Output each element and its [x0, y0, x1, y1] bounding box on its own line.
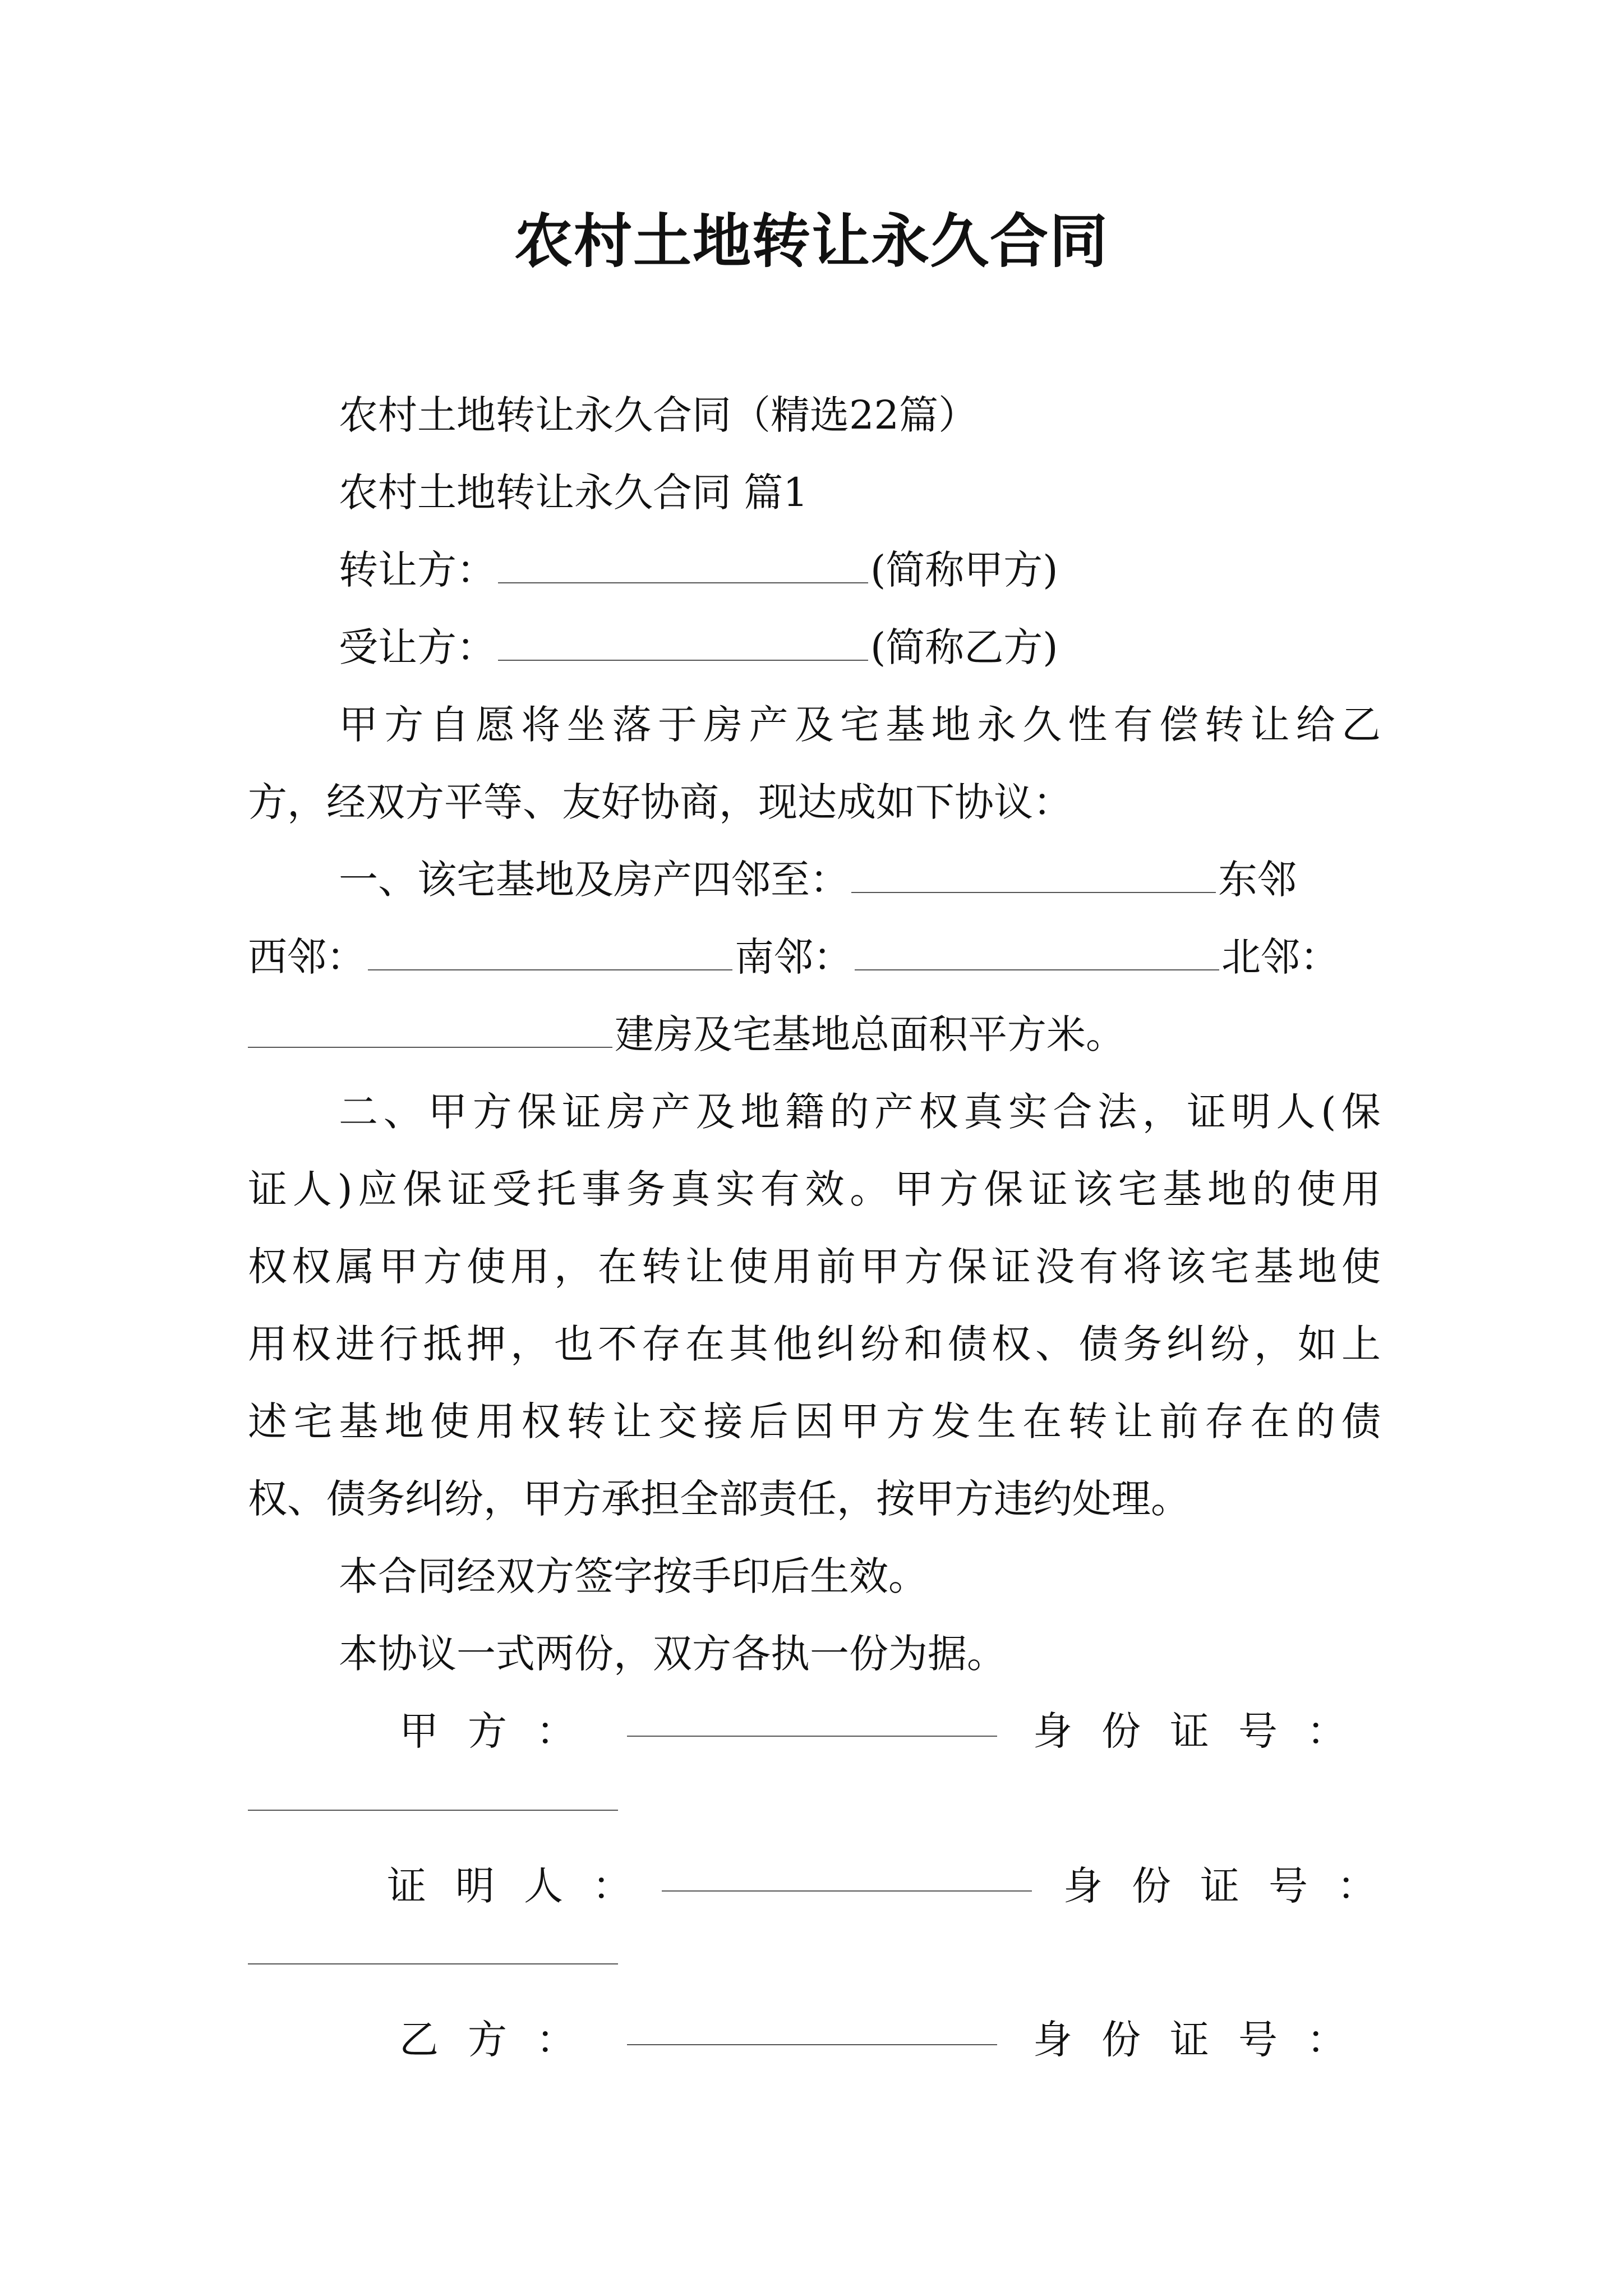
- total-area-text: 建房及宅基地总面积平方米。: [615, 1011, 1125, 1057]
- clause1-line-1: [339, 852, 1381, 908]
- transferor-blank: [498, 549, 868, 583]
- transferee-line: [339, 619, 1381, 675]
- section-heading: 农村土地转让永久合同 篇1: [339, 470, 808, 516]
- witness-id-label: 身份证号：: [1063, 1863, 1405, 1909]
- clause1-east-label: 东邻: [1218, 857, 1297, 903]
- witness-sign-label: 证明人：: [387, 1863, 661, 1909]
- west-neighbor-blank: [368, 936, 732, 970]
- south-neighbor-blank: [855, 936, 1219, 970]
- effective-clause: 本合同经双方签字按手印后生效。: [339, 1553, 928, 1599]
- transferor-line: [339, 542, 1381, 598]
- south-neighbor-label: 南邻：: [735, 934, 852, 980]
- clause1-line-3: [248, 1006, 1381, 1062]
- clause2-line-1: 二、甲方保证房产及地籍的产权真实合法，证明人(保: [339, 1089, 1381, 1135]
- east-neighbor-blank: [851, 858, 1216, 893]
- transferee-blank: [498, 626, 868, 661]
- clause2-line-4: 用权进行抵押，也不存在其他纠纷和债权、债务纠纷，如上: [248, 1321, 1381, 1367]
- clause1-prefix: 一、该宅基地及房产四邻至：: [339, 857, 849, 903]
- document-title: 农村土地转让永久合同: [514, 206, 1109, 275]
- west-neighbor-label: 西邻：: [248, 934, 366, 980]
- clause2-line-2: 证人)应保证受托事务真实有效。甲方保证该宅基地的使用: [248, 1166, 1381, 1212]
- party-b-sign-label: 乙方：: [399, 2017, 605, 2063]
- party-a-sign-blank: [627, 1736, 997, 1737]
- witness-sign-blank: [662, 1890, 1032, 1892]
- party-a-sign-label: 甲方：: [399, 1708, 605, 1754]
- witness-id-blank: [248, 1963, 618, 1964]
- clause1-line-2: [248, 929, 1381, 985]
- transferor-label: 转让方：: [339, 547, 496, 593]
- party-a-id-blank: [248, 1810, 618, 1811]
- transferee-label: 受让方：: [339, 624, 496, 670]
- party-b-sign-blank: [627, 2044, 997, 2045]
- intro-line-2: 方，经双方平等、友好协商，现达成如下协议：: [248, 779, 1072, 825]
- document-subtitle: 农村土地转让永久合同（精选22篇）: [339, 392, 978, 438]
- clause2-line-6: 权、债务纠纷，甲方承担全部责任，按甲方违约处理。: [248, 1476, 1190, 1522]
- copies-clause: 本协议一式两份，双方各执一份为据。: [339, 1631, 1006, 1677]
- party-b-id-label: 身份证号：: [1033, 2017, 1375, 2063]
- transferor-suffix: (简称甲方): [870, 547, 1058, 593]
- party-a-id-label: 身份证号：: [1033, 1708, 1375, 1754]
- transferee-suffix: (简称乙方): [870, 624, 1058, 670]
- clause2-line-5: 述宅基地使用权转让交接后因甲方发生在转让前存在的债: [248, 1398, 1381, 1444]
- north-neighbor-label: 北邻：: [1221, 934, 1339, 980]
- north-neighbor-blank: [248, 1013, 612, 1048]
- clause2-line-3: 权权属甲方使用，在转让使用前甲方保证没有将该宅基地使: [248, 1244, 1381, 1290]
- intro-line-1: 甲方自愿将坐落于房产及宅基地永久性有偿转让给乙: [339, 702, 1381, 748]
